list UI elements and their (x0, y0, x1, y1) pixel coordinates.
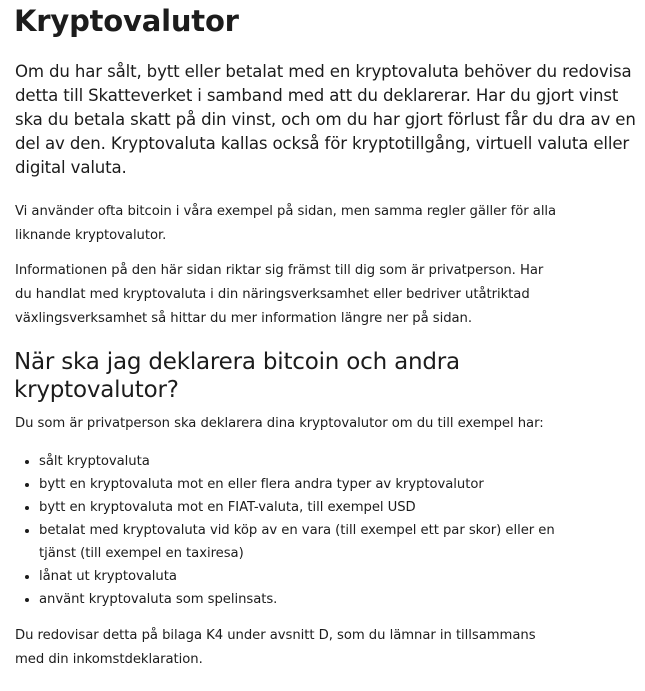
list-item: • sålt kryptovaluta (39, 450, 560, 473)
body-paragraph-audience: Informationen på den här sidan riktar sig främst till dig som är privatperson. Har du handlat med kryptovaluta i din näringsverksamhet eller bedriver utåtriktad växlingsverksamhet så hittar du mer information längre ner på sidan. (15, 263, 544, 326)
list-item: • bytt en kryptovaluta mot en eller flera andra typer av kryptovalutor (39, 473, 560, 496)
section-intro: Du som är privatperson ska deklarera dina kryptovalutor om du till exempel har: (15, 416, 544, 431)
declaration-cases-list (15, 450, 560, 611)
section-heading: När ska jag deklarera bitcoin och andra kryptovalutor? (14, 349, 460, 403)
page-title: Kryptovalutor (14, 4, 239, 38)
section-outro: Du redovisar detta på bilaga K4 under avsnitt D, som du lämnar in tillsammans med din inkomstdeklaration. (15, 628, 536, 667)
list-item: • använt kryptovaluta som spelinsats. (39, 588, 560, 611)
lead-paragraph: Om du har sålt, bytt eller betalat med en kryptovaluta behöver du redovisa detta till Skatteverket i samband med att du deklarerar. Har du gjort vinst ska du betala skatt på din vinst, och om du har gjort förlust får du dra av en del av den. Kryptovaluta kallas också för kryptotillgång, virtuell valuta eller digital valuta. (15, 62, 636, 177)
body-paragraph-examples: Vi använder ofta bitcoin i våra exempel på sidan, men samma regler gäller för alla liknande kryptovalutor. (15, 204, 557, 243)
list-item: • lånat ut kryptovaluta (39, 565, 560, 588)
list-item: • betalat med kryptovaluta vid köp av en vara (till exempel ett par skor) eller en tjänst (till exempel en taxiresa) (39, 519, 560, 565)
list-item: • bytt en kryptovaluta mot en FIAT-valuta, till exempel USD (39, 496, 560, 519)
